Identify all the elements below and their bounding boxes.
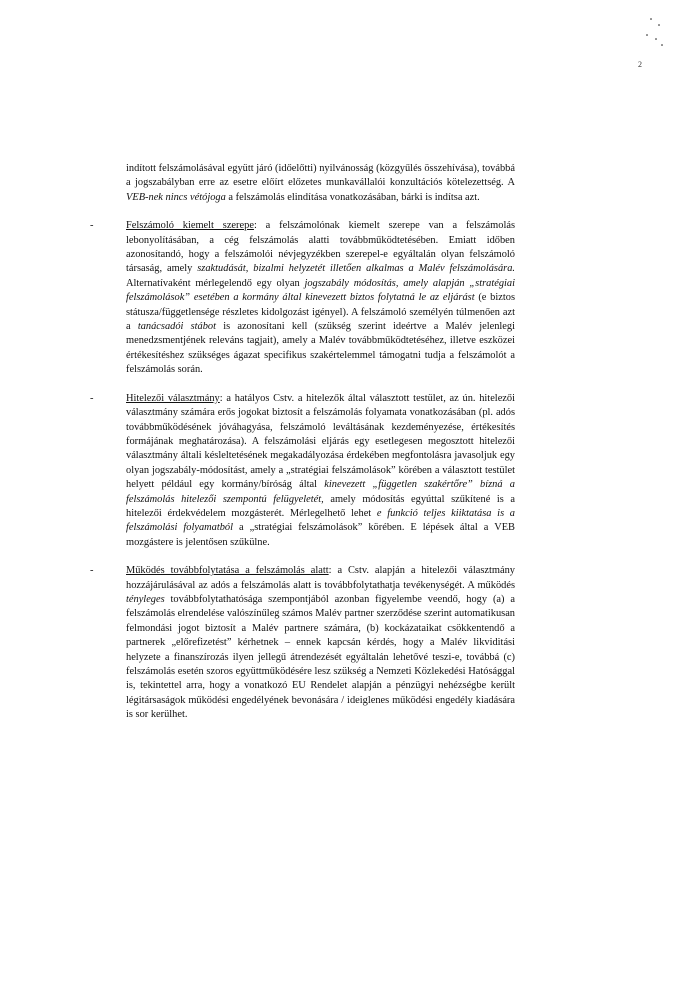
scan-speck	[646, 34, 648, 36]
bullet-dash: -	[90, 220, 94, 232]
scan-speck	[658, 24, 660, 26]
text-run: amely módosítás egyúttal szűkítené is a hitelezői érdekvédelem mozgásterét. Mérlegelhető lehet	[126, 493, 515, 519]
text-run: (e biztos státusza/függetlensége részletes kidolgozást igényel). A felszámoló személyén túlmenően azt a	[126, 292, 515, 333]
bullet-dash: -	[90, 392, 94, 404]
text-run: a felszámolás elindítása vonatkozásában, bárki is indítsa azt.	[225, 191, 480, 203]
item-heading: Hitelezői választmány	[126, 392, 220, 404]
italic-text-run: tanácsadói stábot	[137, 321, 217, 333]
italic-text-run: tényleges	[126, 593, 165, 605]
item-heading: Működés továbbfolytatása a felszámolás alatt	[126, 565, 329, 577]
text-run: : a felszámolónak kiemelt szerepe van a felszámolás lebonyolításában, a cég felszámolás alatti továbbműködtetésében. Emiatt időben azonosítandó, hogy a felszámolói névjegyzékben szerepel-e egyáltalán olyan felszámoló társaság, amely	[126, 220, 515, 275]
text-run: : a Cstv. alapján a hitelezői választmány hozzájárulásával az adós a felszámolás alatt is továbbfolytathatja tevékenységét. A működés	[126, 565, 516, 591]
italic-text-run: jogszabály módosítás, amely alapján „stratégiai felszámolások” esetében a kormány által kinevezett biztos folytatná le az eljárást	[126, 277, 515, 304]
item-heading: Felszámoló kiemelt szerepe	[126, 220, 254, 232]
item-mukodes-tovabbfolytatasa	[90, 564, 516, 722]
italic-text-run: kinevezett „független szakértőre” bízná a felszámolás hitelezői szempontú felügyeletét,	[126, 479, 515, 505]
italic-text-run: e funkció teljes kiiktatása is a felszámolási folyamatból	[126, 507, 515, 534]
scan-speck	[655, 38, 657, 40]
text-run: indított felszámolásával együtt járó (időelőtti) nyilvánosság (közgyűlés összehívása), továbbá a jogszabályban erre az esetre előírt előzetes munkavállalói konzultációs kötelezettség. A	[126, 163, 515, 189]
scan-speck	[661, 44, 663, 46]
scan-speck	[650, 18, 652, 20]
bullet-dash: -	[90, 565, 94, 577]
item-paragraph	[126, 219, 515, 377]
document-body	[90, 162, 516, 723]
text-run: továbbfolytathatósága szempontjából azonban figyelembe veendő, hogy (a) a felszámolás elrendelése valószínűleg számos Malév partner szerződése szerint automatikusan felmondási jogot biztosít a Malév partnere számára, (b) kockázataikat csökkentendő a partnerek „előrefizetést” kérhetnek – ennek kapcsán kérdés, hogy a Malév likviditási helyzete a finanszírozás ilyen jellegű átrendezését egyáltalán lehetővé teszi-e, továbbá (c) felszámolás esetén szoros együttműködésére lesz szükség a Nemzeti Közlekedési Hatósággal is, tekintettel arra, hogy a vonatkozó EU Rendelet alapján a pénzügyi nehézségbe került légitársaságok működési engedélyének bevonására / ideiglenes működési engedély kiadására is sor kerülhet.	[126, 593, 515, 721]
text-run: Alternatívaként mérlegelendő egy olyan	[126, 277, 305, 289]
item-hitelezoi-valasztmany	[90, 392, 515, 550]
intro-paragraph	[126, 162, 515, 205]
text-run: is azonosítani kell (szükség szerint ideértve a Malév jelenlegi menedzsmentjének releváns tagjait), amely a Malév továbbműködtetéséhez, illetve eszközei értékesítéshez szükséges ágazat specifikus szakértelemmel támogatni tudja a felszámolót a felszámolás során.	[126, 321, 516, 376]
italic-text-run: szaktudását, bizalmi helyzetét illetően alkalmas a Malév felszámolására.	[197, 263, 515, 275]
item-felszamolo	[90, 219, 516, 377]
page-number: 2	[638, 60, 642, 69]
text-run: a „stratégiai felszámolások” körében. E lépések által a VEB mozgástere is jelentősen szűkülne.	[126, 522, 515, 548]
item-paragraph	[126, 392, 515, 550]
italic-text-run: VEB-nek nincs vétójoga	[126, 191, 226, 203]
text-run: : a hatályos Cstv. a hitelezők által választott testület, az ún. hitelezői választmány számára erős jogokat biztosít a felszámolás folyamata vonatkozásában (pl. adós továbbműködésének jóváhagyása, felszámoló leváltásának kezdeményezése, értékesítés formájának meghatározása). A felszámolási eljárás egy esetlegesen megosztott hitelezői választmány általi késleltetésének megakadályozása érdekében megfontolásra javasoljuk egy olyan jogszabály-módosítást, amely a „stratégiai felszámolások” körében a választott testület helyett például egy kormány/bíróság által	[126, 392, 515, 491]
item-paragraph	[126, 564, 515, 722]
